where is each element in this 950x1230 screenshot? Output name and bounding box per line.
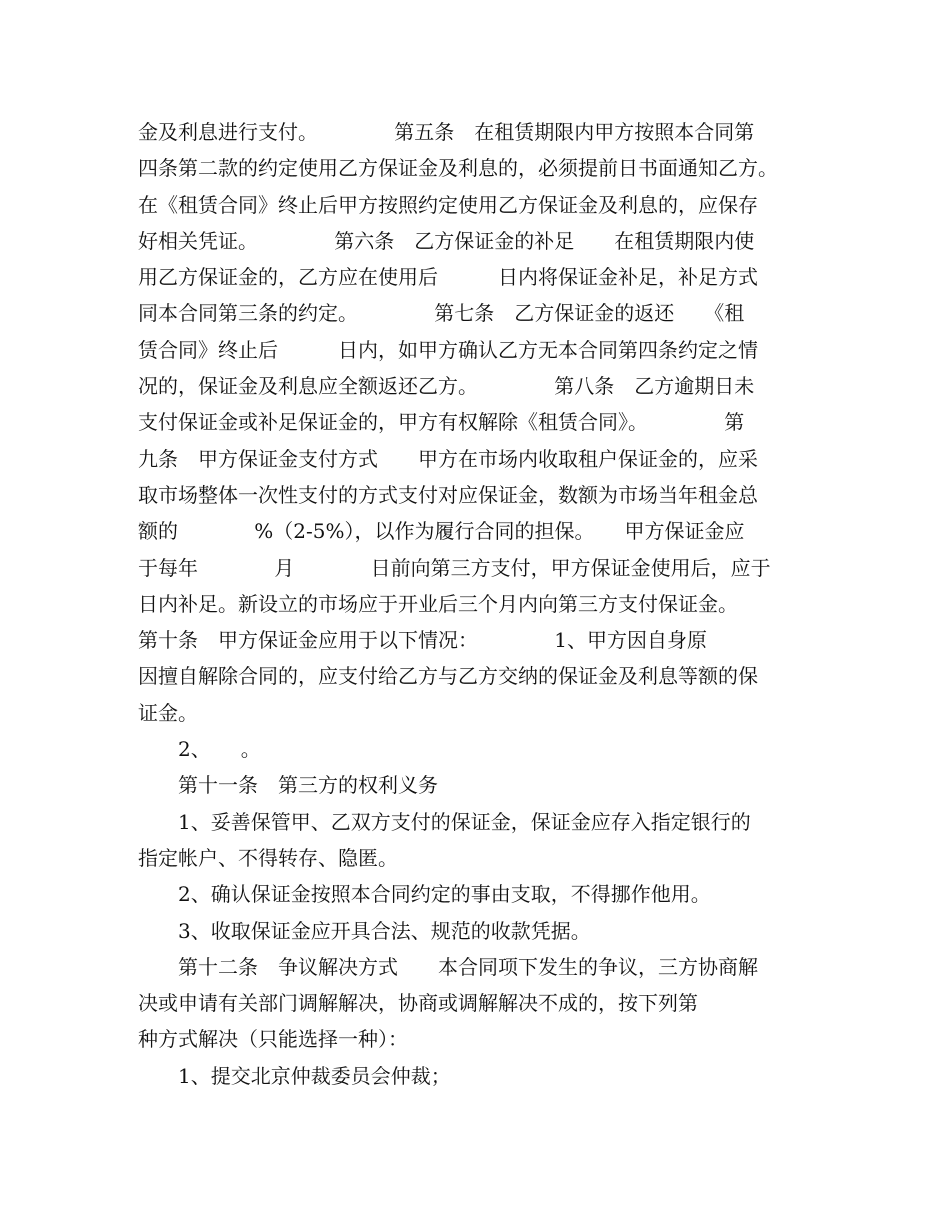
text-line: 支付保证金或补足保证金的，甲方有权解除《租赁合同》。 第	[138, 410, 745, 435]
text-line: 指定帐户、不得转存、隐匿。	[138, 845, 398, 870]
text-line: 金及利息进行支付。 第五条 在租赁期限内甲方按照本合同第	[138, 120, 755, 144]
text-line: 1、提交北京仲裁委员会仲裁；	[138, 1063, 451, 1088]
text-line: 四条第二款的约定使用乙方保证金及利息的，必须提前日书面通知乙方。	[138, 156, 778, 181]
text-line: 决或申请有关部门调解解决，协商或调解解决不成的，按下列第	[138, 991, 698, 1016]
text-line: 用乙方保证金的，乙方应在使用后 日内将保证金补足，补足方式	[138, 265, 758, 290]
text-line: 日内补足。新设立的市场应于开业后三个月内向第三方支付保证金。	[138, 591, 738, 616]
text-line: 3、收取保证金应开具合法、规范的收款凭据。	[138, 918, 591, 943]
text-line: 1、妥善保管甲、乙双方支付的保证金，保证金应存入指定银行的	[138, 809, 751, 834]
text-line: 第十一条 第三方的权利义务	[138, 773, 438, 798]
text-line: 九条 甲方保证金支付方式 甲方在市场内收取租户保证金的，应采	[138, 446, 758, 471]
text-line: 赁合同》终止后 日内，如甲方确认乙方无本合同第四条约定之情	[138, 337, 758, 362]
text-line: 种方式解决（只能选择一种）：	[138, 1027, 408, 1052]
text-line: 在《租赁合同》终止后甲方按照约定使用乙方保证金及利息的，应保存	[138, 192, 758, 217]
text-line: 2、 。	[138, 737, 261, 762]
text-line: 2、确认保证金按照本合同约定的事由支取，不得挪作他用。	[138, 882, 711, 907]
text-line: 额的 %（2-5%），以作为履行合同的担保。 甲方保证金应	[138, 519, 745, 544]
text-line: 取市场整体一次性支付的方式支付对应保证金，数额为市场当年租金总	[138, 482, 758, 507]
text-line: 同本合同第三条的约定。 第七条 乙方保证金的返还 《租	[138, 301, 745, 326]
text-line: 于每年 月 日前向第三方支付，甲方保证金使用后，应于	[138, 555, 771, 580]
document-body	[138, 114, 818, 1094]
text-line: 况的，保证金及利息应全额返还乙方。 第八条 乙方逾期日未	[138, 374, 755, 399]
text-line: 第十条 甲方保证金应用于以下情况： 1、甲方因自身原	[138, 628, 708, 653]
text-line: 好相关凭证。 第六条 乙方保证金的补足 在租赁期限内使	[138, 228, 755, 253]
text-line: 证金。	[138, 700, 198, 725]
text-line: 第十二条 争议解决方式 本合同项下发生的争议，三方协商解	[138, 954, 758, 979]
text-line: 因擅自解除合同的，应支付给乙方与乙方交纳的保证金及利息等额的保	[138, 664, 758, 689]
